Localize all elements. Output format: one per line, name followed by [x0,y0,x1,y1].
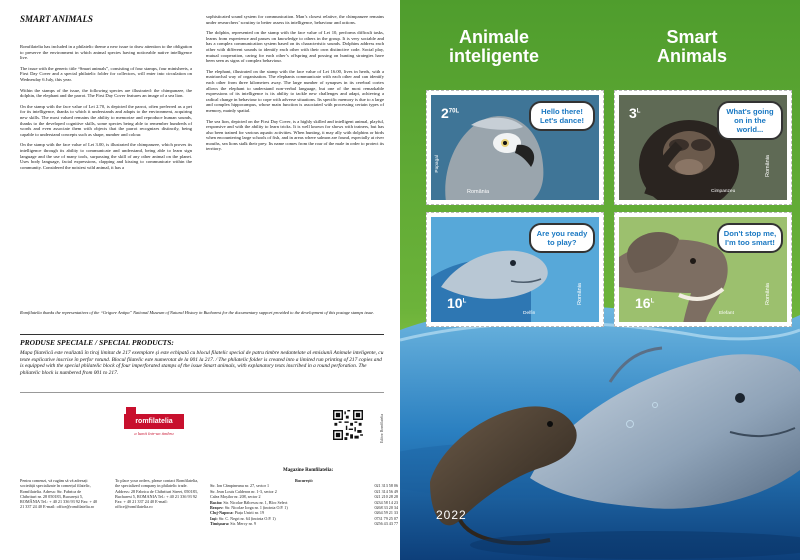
stores-title: Magazine Romfilatelia: [283,468,334,473]
stamp-value [629,105,640,121]
store-city: Timișoara: [210,521,230,527]
paragraph: The dolphin, represented on the stamp with the face value of Lei 10, performs difficult tasks, learns from experience and passes on knowledge to others in the group. It is very sociable and has a complex communication system based on its characteristic sounds. Dolphins address each other with different sounds to identify each other with their own distinctive code. Social play, mutual cooperation, caring for each other’s offspring and possing on hunting strategies have been seen as signs of complex behaviour. [206,30,384,64]
products-title: PRODUSE SPECIALE / SPECIAL PRODUCTS: [20,338,174,347]
divider [20,334,384,335]
store-address: Str. Nicolae Iorga nr. 1 (incinta O.P. 1) [224,505,288,511]
speech-bubble: Are you ready to play? [529,223,595,253]
paragraph: The sea lion, depicted on the First Day Cover, is a highly skilled and intelligent animal, playful, responsive and with the ability to learn tricks. It is well known for shows with trainers, but has also been trained for various aquatic activities. When hunting, it may ally with dolphins or birds when encountering large schools of fish, and in areas where salmon are found, especially at river mouths, sea lions stalk their prey. Its name comes from the roar of the male in order to protect its territory. [206,118,384,152]
value-unit: L [462,298,467,305]
store-phone: 0731 79 25 07 [374,515,398,521]
store-address: Str. Mercy nr. 9 [230,521,256,527]
country-name: România [467,189,490,195]
store-address: Calea Moșilor nr. 208, sector 2 [210,494,261,500]
store-address: Str. Ion Câmpineanu nr. 27, sector 1 [210,483,270,489]
stamp-elephant [614,212,792,327]
value-unit: L [650,298,655,305]
store-city: Brașov: [210,505,224,511]
divider [20,392,384,393]
country-name: România [765,283,771,306]
store-address: Str. C. Negri nr. 64 (incinta O.P. 1) [218,515,276,521]
text-column-2 [206,14,384,157]
bubble-decoration [626,420,634,428]
value-unit: L [455,108,460,115]
contact-en: To place your orders, please contact Romfilatelia, the specialized company in philatelic trade. Address: 28 Fabrica de Chibrituri Street, 050183, Bucharest 5, ROMANIA Tel.: + 40 21 336 93 92 Fax: + 40 21 337 24 40 E-mail: office@romfilatelia.ro [115,478,199,510]
country-name: România [577,283,583,306]
store-city: Cluj-Napoca: [210,510,234,516]
store-address: Piața Unirii nr. 19 [234,510,265,516]
value-unit: L [636,108,641,115]
store-city: Bacău: [210,499,223,505]
title-english: Smart Animals [656,27,728,66]
stamp-chimpanzee [614,90,792,205]
value-main: 3 [629,105,637,121]
speech-bubble: Hello there! Let's dance! [529,101,595,131]
species-name: Delfin [523,311,536,316]
logo-tagline: a lumii într-un timbru [134,431,174,436]
romfilatelia-logo [124,414,184,440]
store-phone: 0234 58 14 23 [374,499,398,505]
store-address: Str. Jean Louis Calderon nr. 1-3, sector 2 [210,488,277,494]
country-name: România [765,155,771,178]
species-name: Elefant [719,311,734,316]
value-main: 2 [441,105,449,121]
contact-ro: Pentru comenzi, vă rugăm să vă adresați societății specializate în comerțul filatelic, Romfilatelia. Adresa: Str. Fabrica de Chibrituri nr. 28 050183, București 5, ROMÂNIA Tel.: + 40 21 336 93 92 Fax: + 40 21 337 24 40 E-mail: office@romfilatelia.ro [20,478,98,510]
title-romanian: Animale inteligente [448,27,539,66]
acknowledgement: Romfilatelia thanks the representatives of the “Grigore Antipa” National Museum of Natural History in Bucharest for the documentary support provided to the development of this postage stamps issue. [20,310,375,315]
value-main: 10 [447,295,463,311]
issue-year: 2022 [436,508,467,522]
store-phone: 021 210 28 28 [374,494,398,500]
store-phone: 021 313 58 06 [374,483,398,489]
paragraph: sophisticated sound system for communication. Man’s closest relative, the chimpanzee remains under researchers’ scrutiny to better assess its intelligence, behaviour and actions. [206,14,384,25]
stamp-value [635,295,654,311]
page-title: SMART ANIMALS [20,14,93,24]
paragraph: Romfilatelia has included in a philatelic theme a new issue to draw attention to the obligation to preserve the environment in which animal species having noticeable native intelligence live. [20,44,192,61]
store-phone: 0256 43 43 77 [374,521,398,527]
bubble-decoration [652,402,658,408]
stamp-value [447,295,466,311]
speech-bubble: Don't stop me, I'm too smart! [717,223,783,253]
store-address: Str. Nicolae Bălcescu nr. 1, Bloc Select [223,499,288,505]
products-text: Mapa filatelică este realizată în tiraj limitat de 217 exemplare și este echipată cu blocul filatelic special de patru timbre nedantelate al emisiunii Animale inteligente, cu texte explicative inscrise în perfor rotund. Blocul filatelic este numerotat de la 001 la 217. / The philatelic folder is created into a limited run printing of 217 copies and is equipped with the special philatelic block of four imperforated stamps of the issue Smart animals, with explanatory texts inscribed in a round perforation. The philatelic block is numbered from 001 to 217. [20,350,384,376]
paragraph: On the stamp with the face value of Lei 3.00, is illustrated the chimpanzee, which proves its intelligence through its ability to communicate and understand, being able to learn sign language and the use of many tools, surpassing the skill of any other animal on the planet. Uses body language, facial expressions, clapping and kissing to communicate within the community. Considered the noisiest wild animal, it has a [20,142,192,170]
stores-list [210,478,398,527]
logo-mark-icon [126,407,136,415]
value-main: 16 [635,295,651,311]
store-city: Iași: [210,515,218,521]
paragraph: The elephant, illustrated on the stamp with the face value of Lei 16.00, lives in herds, with a matriarchal way of organisation. The elephants communicate with each other and can identify each other from three kilometres away. The large number of synapses in its cerebral cortex allows the elephant to understand non-verbal language, but one of the most remarkable expressions of its intelligence is its ability to tackle new challenges and adapt, achieving a radical change in behaviour to cope with adverse situations. Its specific memory is due to a large and complex hippocampus, whose main function is associated with processing certain types of memory, mainly spatial. [206,68,384,113]
store-phone: 0268 33 20 34 [374,505,398,511]
text-column-1 [20,44,192,175]
store-phone: 0264 59 21 33 [374,510,398,516]
stores-city-heading: București: [294,478,314,483]
store-phone: 021 314 56 49 [374,488,398,494]
logo-bar [124,414,184,429]
qr-code-icon [333,410,363,440]
stamp-value [441,105,459,121]
paragraph: Within the stamps of the issue, the following species are illustrated: the chimpanzee, the dolphin, the elephant and the parrot. The First Day Cover features an image of a sea lion. [20,87,192,99]
list-item [210,521,398,526]
stamp-dolphin [426,212,604,327]
logo-text: romfilatelia [135,418,173,425]
species-name: Cimpanzeu [711,189,736,194]
species-name: Papagal [435,155,440,173]
value-fraction: 70 [448,108,456,115]
paragraph: The issue with the generic title “Smart animals”, consisting of four stamps, four minisheets, a First Day Cover and a special philatelic folder for collectors, will enter into circulation on Wednesday 6 July, this year. [20,65,192,82]
editor-note: Editor: Romfilatelia [380,414,384,443]
paragraph: On the stamp with the face value of Lei 2.70, is depicted the parrot, often preferred as a pet for its intelligence, thanks to which it understands and adapts to the environment, acquiring new skills. The most valued remains the ability to memorize and reproduce human sounds, thanks to the developed cognitive skills, some species being able to remember hundreds of words and even associate them with objects that the parrot recognizes distinctly, being capable to understand concepts such as shape, number and colour. [20,103,192,137]
stamp-parrot [426,90,604,205]
speech-bubble: What's going on in the world... [717,101,783,140]
